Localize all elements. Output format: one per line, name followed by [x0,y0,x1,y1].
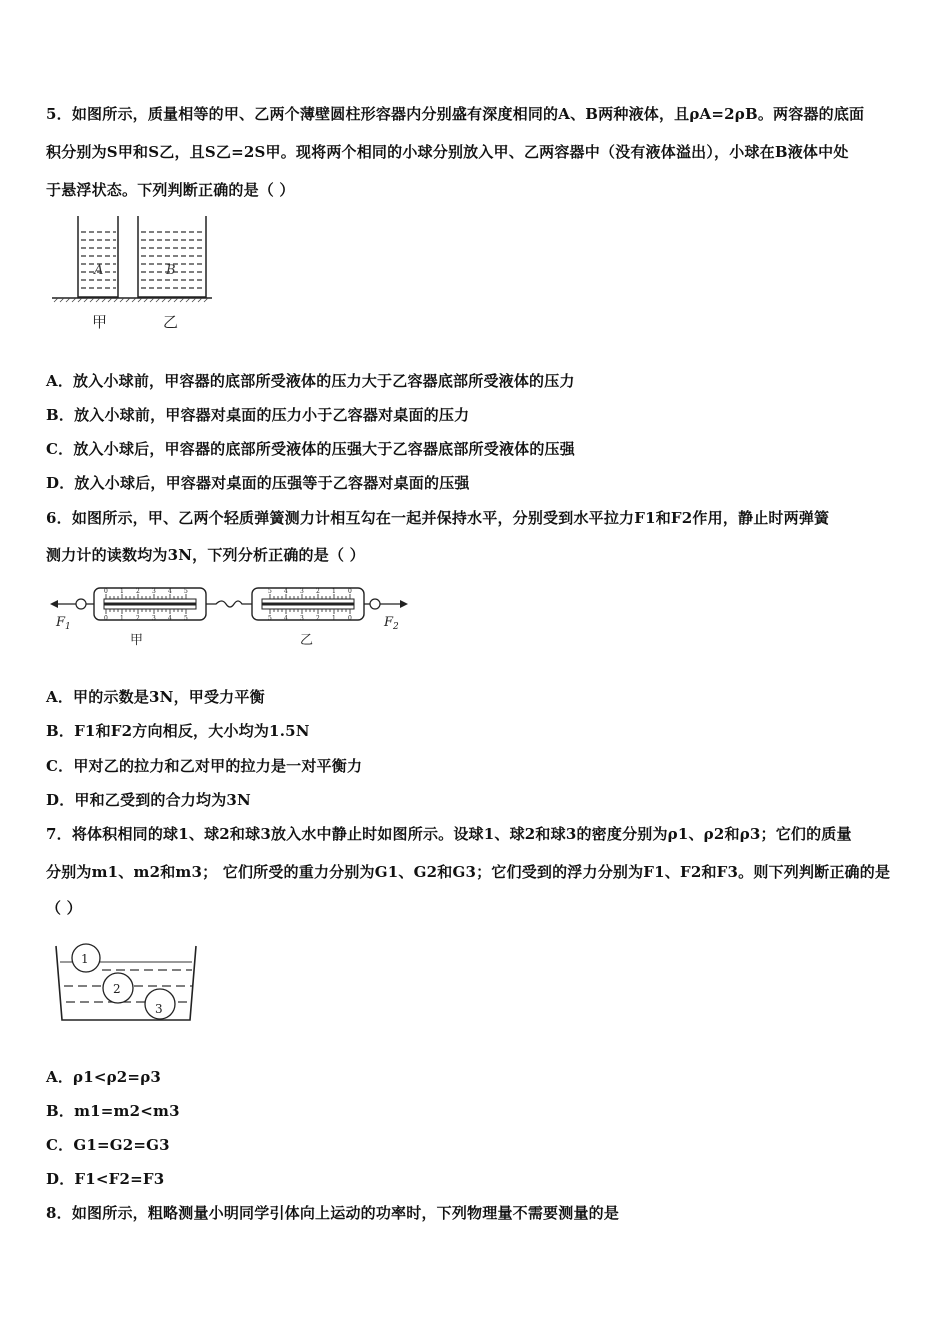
q6-f2-label: $F_2$ [384,615,399,632]
svg-text:4: 4 [284,588,288,595]
q7-line-3: （ ） [46,899,82,917]
svg-text:3: 3 [152,615,156,622]
svg-text:4: 4 [168,615,172,622]
q5-figure-containers [50,212,220,337]
q7-line-2: 分别为m1、m2和m3； 它们所受的重力分别为G1、G2和G3；它们受到的浮力分别为F1、F2和F3。则下列判断正确的是 [46,863,891,881]
svg-text:4: 4 [284,615,288,622]
svg-text:2: 2 [136,588,140,595]
svg-text:3: 3 [300,615,304,622]
q6-option-c: C．甲对乙的拉力和乙对甲的拉力是一对平衡力 [46,757,363,775]
svg-text:3: 3 [155,1002,163,1016]
q8-line-1: 8．如图所示，粗略测量小明同学引体向上运动的功率时，下列物理量不需要测量的是 [46,1204,620,1222]
q6-f1-label: $F_1$ [56,615,71,632]
q7-option-a: A．ρ1<ρ2=ρ3 [46,1068,162,1086]
q6-label-yi: 乙 [300,633,314,648]
q5-line-1: 5．如图所示，质量相等的甲、乙两个薄壁圆柱形容器内分别盛有深度相同的A、B两种液体，且ρA=2ρB。两容器的底面 [46,105,865,123]
q5-label-jia: 甲 [92,313,108,331]
svg-text:2: 2 [136,615,140,622]
q6-option-b: B．F1和F2方向相反，大小均为1.5N [46,722,310,740]
q6-figure-spring-scales [48,580,410,650]
q5-option-b: B．放入小球前，甲容器对桌面的压力小于乙容器对桌面的压力 [46,406,470,424]
q5-label-b: B [166,263,176,278]
svg-text:3: 3 [300,588,304,595]
q7-option-d: D．F1<F2=F3 [46,1170,165,1188]
q6-option-d: D．甲和乙受到的合力均为3N [46,791,251,809]
svg-text:1: 1 [81,952,89,966]
q6-option-a: A．甲的示数是3N，甲受力平衡 [46,688,265,706]
q5-label-a: A [94,263,104,278]
q6-line-2: 测力计的读数均为3N，下列分析正确的是（ ） [46,546,365,564]
svg-text:2: 2 [316,615,320,622]
svg-text:1: 1 [120,615,124,622]
svg-text:5: 5 [268,615,272,622]
svg-text:4: 4 [168,588,172,595]
q5-line-3: 于悬浮状态。下列判断正确的是（ ） [46,181,295,199]
svg-text:5: 5 [184,615,188,622]
q5-line-2: 积分别为S甲和S乙，且S乙=2S甲。现将两个相同的小球分别放入甲、乙两容器中（没有液体溢出），小球在B液体中处 [46,143,849,161]
q7-line-1: 7．将体积相同的球1、球2和球3放入水中静止时如图所示。设球1、球2和球3的密度分别为ρ1、ρ2和ρ3；它们的质量 [46,825,852,843]
svg-text:1: 1 [332,588,336,595]
svg-text:0: 0 [348,588,352,595]
q7-option-c: C．G1=G2=G3 [46,1136,170,1154]
q5-option-c: C．放入小球后，甲容器的底部所受液体的压强大于乙容器底部所受液体的压强 [46,440,575,458]
q5-label-yi: 乙 [163,313,179,331]
q5-option-a: A．放入小球前，甲容器的底部所受液体的压力大于乙容器底部所受液体的压力 [46,372,575,390]
svg-text:0: 0 [348,615,352,622]
svg-text:5: 5 [268,588,272,595]
svg-text:2: 2 [113,982,121,996]
svg-text:1: 1 [120,588,124,595]
svg-text:5: 5 [184,588,188,595]
q5-option-d: D．放入小球后，甲容器对桌面的压强等于乙容器对桌面的压强 [46,474,470,492]
q6-line-1: 6．如图所示，甲、乙两个轻质弹簧测力计相互勾在一起并保持水平，分别受到水平拉力F1和F2作用，静止时两弹簧 [46,509,830,527]
q7-option-b: B．m1=m2<m3 [46,1102,180,1120]
svg-text:1: 1 [332,615,336,622]
svg-text:2: 2 [316,588,320,595]
q7-figure-balls-in-water [52,938,202,1028]
svg-text:0: 0 [104,588,108,595]
svg-text:3: 3 [152,588,156,595]
svg-text:0: 0 [104,615,108,622]
q6-label-jia: 甲 [130,633,144,648]
